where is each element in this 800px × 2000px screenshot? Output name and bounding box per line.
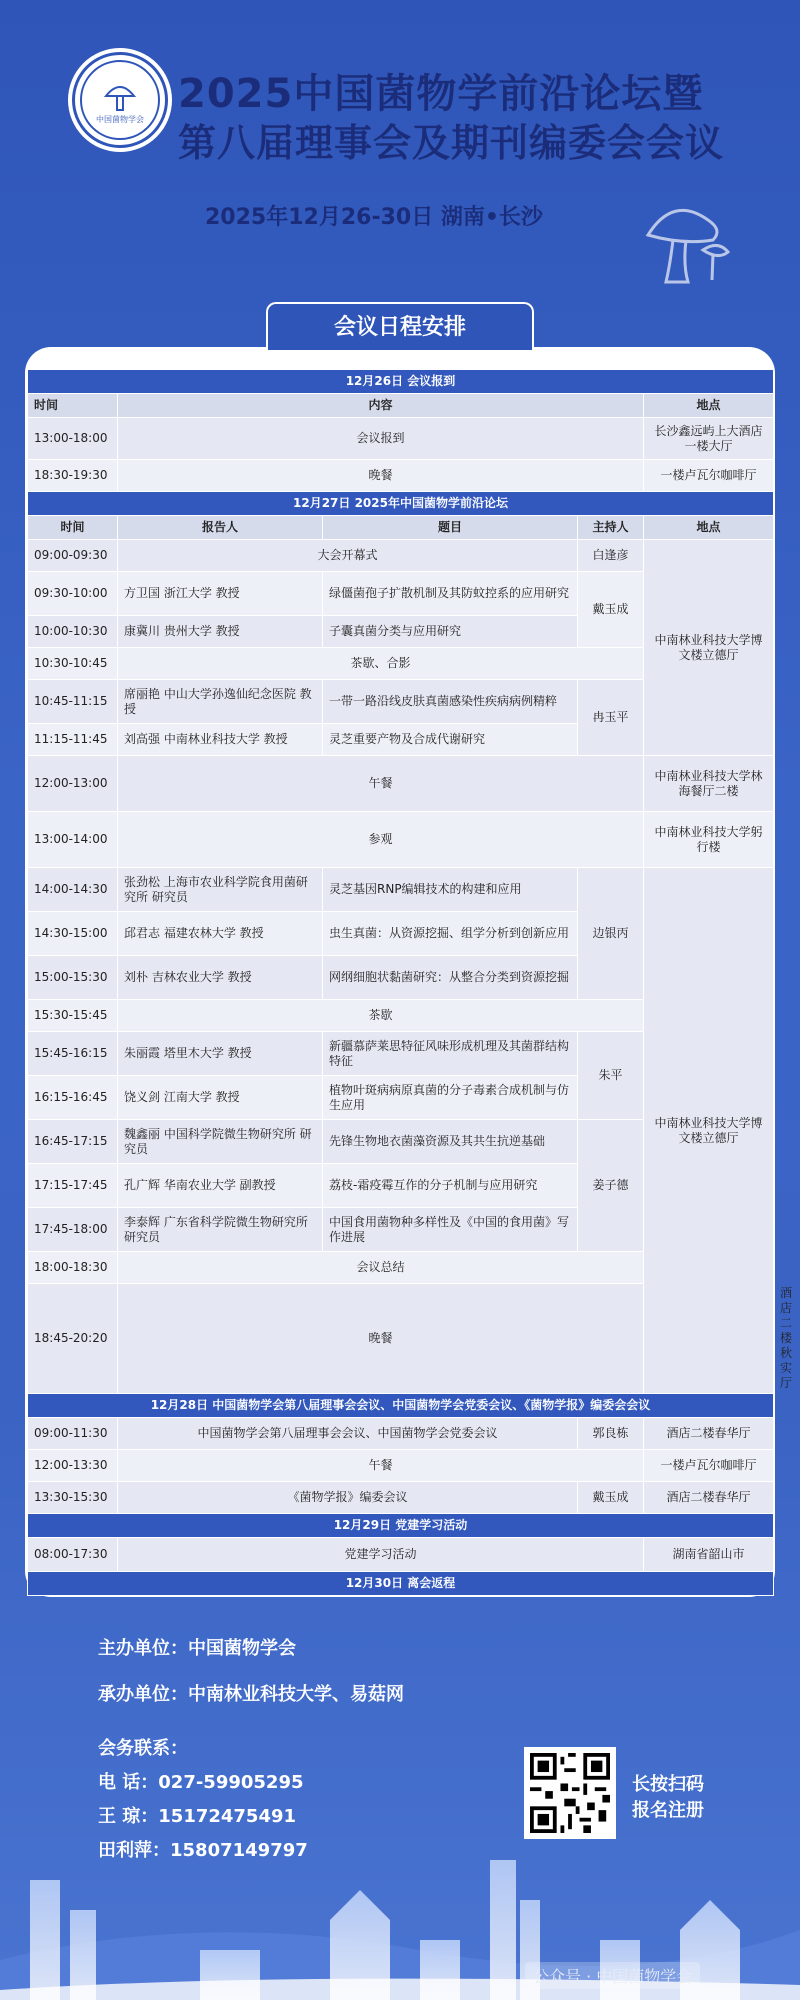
page-title-line1: 2025中国菌物学前沿论坛暨: [178, 71, 704, 117]
speaker-cell: 饶义剑 江南大学 教授: [118, 1076, 323, 1120]
host-cell: 边银丙: [578, 868, 644, 1000]
col-header: 主持人: [578, 516, 644, 540]
speaker-cell: 朱丽霞 塔里木大学 教授: [118, 1032, 323, 1076]
content-cell: 茶歇、合影: [118, 648, 644, 680]
society-logo: [72, 52, 168, 148]
contact-title: 会务联系：: [98, 1738, 188, 1759]
page-header: [0, 0, 800, 330]
time-cell: 18:30-19:30: [28, 460, 118, 492]
time-cell: 18:00-18:30: [28, 1252, 118, 1284]
topic-cell: 灵芝基因RNP编辑技术的构建和应用: [323, 868, 578, 912]
place-cell: 酒店二楼春华厅: [644, 1482, 774, 1514]
watermark: 公众号 · 中国菌物学会: [525, 1962, 700, 1989]
schedule-table: [27, 369, 793, 1596]
col-header: 地点: [644, 394, 774, 418]
content-cell: 中国菌物学会第八届理事会会议、中国菌物学会党委会议: [118, 1418, 578, 1450]
host-cell: 戴玉成: [578, 572, 644, 648]
table-row: [28, 868, 774, 912]
place-cell: 酒店二楼春华厅: [644, 1418, 774, 1450]
schedule-heading: 会议日程安排: [266, 302, 534, 350]
time-cell: 13:30-15:30: [28, 1482, 118, 1514]
place-cell: 中南林业科技大学林海餐厅二楼: [644, 756, 774, 812]
content-cell: 会议报到: [118, 418, 644, 460]
host-cell: 姜子德: [578, 1120, 644, 1252]
table-header-row: [28, 394, 774, 418]
host-cell: 戴玉成: [578, 1482, 644, 1514]
content-cell: 晚餐: [118, 460, 644, 492]
time-cell: 14:30-15:00: [28, 912, 118, 956]
page-title-line2: 第八届理事会及期刊编委会会议: [178, 121, 725, 165]
time-cell: 15:30-15:45: [28, 1000, 118, 1032]
speaker-cell: 康冀川 贵州大学 教授: [118, 616, 323, 648]
topic-cell: 荔枝-霜疫霉互作的分子机制与应用研究: [323, 1164, 578, 1208]
table-row: [28, 1538, 774, 1572]
place-cell: 中南林业科技大学躬行楼: [644, 812, 774, 868]
day2-section-row: [28, 492, 774, 516]
table-row: [28, 1418, 774, 1450]
day3-section-row: [28, 1394, 774, 1418]
day4-section-row: [28, 1514, 774, 1538]
time-cell: 13:00-14:00: [28, 812, 118, 868]
qr-label-register: 报名注册: [632, 1800, 704, 1821]
mushroom-illustration-icon: [628, 190, 738, 290]
col-header: 内容: [118, 394, 644, 418]
table-row: [28, 418, 774, 460]
time-cell: 14:00-14:30: [28, 868, 118, 912]
time-cell: 11:15-11:45: [28, 724, 118, 756]
time-cell: 09:00-11:30: [28, 1418, 118, 1450]
contact-phone: 电 话：027-59905295: [98, 1772, 304, 1793]
time-cell: 08:00-17:30: [28, 1538, 118, 1572]
time-cell: 09:00-09:30: [28, 540, 118, 572]
time-cell: 16:45-17:15: [28, 1120, 118, 1164]
content-cell: 党建学习活动: [118, 1538, 644, 1572]
section-title: 12月28日 中国菌物学会第八届理事会会议、中国菌物学会党委会议、《菌物学报》编委会会议: [28, 1394, 774, 1418]
col-header: 题目: [323, 516, 578, 540]
content-cell: 大会开幕式: [118, 540, 578, 572]
topic-cell: 一带一路沿线皮肤真菌感染性疾病病例精粹: [323, 680, 578, 724]
host-organization: 主办单位：中国菌物学会: [98, 1638, 296, 1659]
host-cell: 朱平: [578, 1032, 644, 1120]
contact-person-1: 王 琼：15172475491: [98, 1806, 297, 1827]
time-cell: 13:00-18:00: [28, 418, 118, 460]
table-row: [28, 540, 774, 572]
speaker-cell: 刘朴 吉林农业大学 教授: [118, 956, 323, 1000]
time-cell: 15:45-16:15: [28, 1032, 118, 1076]
time-cell: 12:00-13:30: [28, 1450, 118, 1482]
place-cell: 中南林业科技大学博文楼立德厅: [644, 868, 774, 1394]
topic-cell: 绿僵菌孢子扩散机制及其防蚊控系的应用研究: [323, 572, 578, 616]
table-row: [28, 812, 774, 868]
col-header: 地点: [644, 516, 774, 540]
table-row: [28, 756, 774, 812]
col-header: 时间: [28, 516, 118, 540]
content-cell: 晚餐: [118, 1284, 644, 1394]
content-cell: 茶歇: [118, 1000, 644, 1032]
time-cell: 17:45-18:00: [28, 1208, 118, 1252]
contact-person-2: 田利萍：15807149797: [98, 1840, 308, 1861]
table-row: [28, 1450, 774, 1482]
col-header: 报告人: [118, 516, 323, 540]
topic-cell: 虫生真菌：从资源挖掘、组学分析到创新应用: [323, 912, 578, 956]
topic-cell: 子囊真菌分类与应用研究: [323, 616, 578, 648]
speaker-cell: 魏鑫丽 中国科学院微生物研究所 研究员: [118, 1120, 323, 1164]
logo-text: 中国菌物学会: [96, 114, 144, 124]
time-cell: 10:45-11:15: [28, 680, 118, 724]
topic-cell: 中国食用菌物种多样性及《中国的食用菌》写作进展: [323, 1208, 578, 1252]
time-cell: 15:00-15:30: [28, 956, 118, 1000]
content-cell: 午餐: [118, 756, 644, 812]
content-cell: 午餐: [118, 1450, 644, 1482]
col-header: 时间: [28, 394, 118, 418]
time-cell: 12:00-13:00: [28, 756, 118, 812]
topic-cell: 灵芝重要产物及合成代谢研究: [323, 724, 578, 756]
host-cell: 冉玉平: [578, 680, 644, 756]
section-title: 12月26日 会议报到: [28, 370, 774, 394]
host-cell: 白逢彦: [578, 540, 644, 572]
time-cell: 10:00-10:30: [28, 616, 118, 648]
table-row: [28, 1482, 774, 1514]
time-cell: 17:15-17:45: [28, 1164, 118, 1208]
topic-cell: 网纲细胞状黏菌研究：从整合分类到资源挖掘: [323, 956, 578, 1000]
speaker-cell: 张劲松 上海市农业科学院食用菌研究所 研究员: [118, 868, 323, 912]
time-cell: 18:45-20:20: [28, 1284, 118, 1394]
table-row: [28, 460, 774, 492]
speaker-cell: 孔广辉 华南农业大学 副教授: [118, 1164, 323, 1208]
day1-section-row: [28, 370, 774, 394]
topic-cell: 先锋生物地衣菌藻资源及其共生抗逆基础: [323, 1120, 578, 1164]
qr-label-scan: 长按扫码: [632, 1774, 704, 1795]
topic-cell: 植物叶斑病病原真菌的分子毒素合成机制与仿生应用: [323, 1076, 578, 1120]
time-cell: 09:30-10:00: [28, 572, 118, 616]
section-title: 12月27日 2025年中国菌物学前沿论坛: [28, 492, 774, 516]
place-cell: 中南林业科技大学博文楼立德厅: [644, 540, 774, 756]
section-title: 12月29日 党建学习活动: [28, 1514, 774, 1538]
content-cell: 会议总结: [118, 1252, 644, 1284]
place-cell: 长沙鑫远屿上大酒店一楼大厅: [644, 418, 774, 460]
speaker-cell: 刘高强 中南林业科技大学 教授: [118, 724, 323, 756]
mushroom-emblem-icon: [100, 76, 140, 116]
place-cell: 一楼卢瓦尔咖啡厅: [644, 460, 774, 492]
table-row: 18:45-20:20 晚餐 酒店二楼秋实厅: [28, 1284, 774, 1394]
speaker-cell: 李泰辉 广东省科学院微生物研究所 研究员: [118, 1208, 323, 1252]
host-cell: 郭良栋: [578, 1418, 644, 1450]
place-cell: 一楼卢瓦尔咖啡厅: [644, 1450, 774, 1482]
day5-section-row: [28, 1572, 774, 1596]
table-header-row: [28, 516, 774, 540]
time-cell: 10:30-10:45: [28, 648, 118, 680]
content-cell: 《菌物学报》编委会议: [118, 1482, 578, 1514]
place-cell: 湖南省韶山市: [644, 1538, 774, 1572]
speaker-cell: 方卫国 浙江大学 教授: [118, 572, 323, 616]
date-location: 2025年12月26-30日 湖南•长沙: [205, 205, 543, 230]
topic-cell: 新疆慕萨莱思特征风味形成机理及其菌群结构特征: [323, 1032, 578, 1076]
section-title: 12月30日 离会返程: [28, 1572, 774, 1596]
speaker-cell: 席丽艳 中山大学孙逸仙纪念医院 教授: [118, 680, 323, 724]
time-cell: 16:15-16:45: [28, 1076, 118, 1120]
co-organizer: 承办单位：中南林业科技大学、易菇网: [98, 1684, 404, 1705]
speaker-cell: 邱君志 福建农林大学 教授: [118, 912, 323, 956]
content-cell: 参观: [118, 812, 644, 868]
